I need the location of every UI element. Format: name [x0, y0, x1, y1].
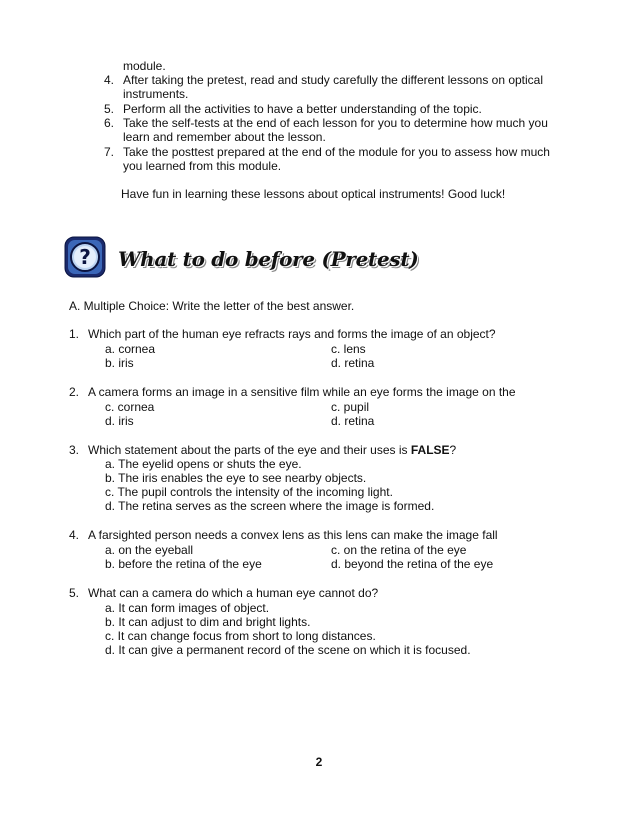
- question-2-option-a: c. cornea: [105, 400, 155, 414]
- intro-item-7-line2: you learned from this module.: [123, 159, 282, 173]
- question-4-option-b: b. before the retina of the eye: [105, 557, 262, 571]
- intro-module-line: module.: [123, 59, 166, 73]
- intro-closing: Have fun in learning these lessons about optical instruments! Good luck!: [121, 187, 506, 201]
- intro-item-4-number: 4.: [104, 73, 115, 87]
- question-5-option-c: c. It can change focus from short to long distances.: [105, 629, 376, 643]
- question-3-option-a: a. The eyelid opens or shuts the eye.: [105, 457, 302, 471]
- question-3-text-pre: Which statement about the parts of the eye and their uses is: [88, 443, 411, 457]
- question-5-text: What can a camera do which a human eye cannot do?: [88, 586, 379, 600]
- question-3-text-bold: FALSE: [410, 443, 450, 457]
- intro-item-5-number: 5.: [104, 102, 115, 116]
- question-5-number: 5.: [69, 586, 80, 600]
- section-title: What to do before (Pretest): [118, 247, 419, 271]
- question-5-option-a: a. It can form images of object.: [105, 601, 270, 615]
- question-1-option-c: c. lens: [331, 342, 366, 356]
- question-4-option-c: c. on the retina of the eye: [331, 543, 467, 557]
- intro-item-6-line2: learn and remember about the lesson.: [123, 130, 326, 144]
- question-1-option-b: b. iris: [105, 356, 134, 370]
- svg-text:?: ?: [79, 245, 91, 269]
- question-2-option-d: d. retina: [331, 414, 375, 428]
- question-2-option-b: d. iris: [105, 414, 134, 428]
- question-4-option-d: d. beyond the retina of the eye: [331, 557, 494, 571]
- question-mark-icon: [64, 236, 106, 278]
- instructions: A. Multiple Choice: Write the letter of the best answer.: [69, 299, 355, 313]
- intro-item-5-line1: Perform all the activities to have a better understanding of the topic.: [123, 102, 482, 116]
- question-3-text-post: ?: [449, 443, 457, 457]
- question-5-option-b: b. It can adjust to dim and bright lights.: [105, 615, 311, 629]
- question-3-number: 3.: [69, 443, 80, 457]
- question-3-text: [88, 443, 456, 457]
- question-4-option-a: a. on the eyeball: [105, 543, 194, 557]
- question-2-number: 2.: [69, 385, 80, 399]
- question-3-option-c: c. The pupil controls the intensity of the incoming light.: [105, 485, 393, 499]
- question-3-option-b: b. The iris enables the eye to see nearby objects.: [105, 471, 367, 485]
- page-number: 2: [315, 755, 323, 769]
- intro-item-4-line1: After taking the pretest, read and study carefully the different lessons on optical: [123, 73, 544, 87]
- intro-item-7-number: 7.: [104, 145, 115, 159]
- intro-item-6-line1: Take the self-tests at the end of each lesson for you to determine how much you: [123, 116, 548, 130]
- question-2-text: A camera forms an image in a sensitive film while an eye forms the image on the: [88, 385, 516, 399]
- question-4-text: A farsighted person needs a convex lens as this lens can make the image fall: [88, 528, 498, 542]
- intro-item-4-line2: instruments.: [123, 87, 189, 101]
- intro-item-6-number: 6.: [104, 116, 115, 130]
- question-1-text: Which part of the human eye refracts rays and forms the image of an object?: [88, 327, 496, 341]
- intro-item-7-line1: Take the posttest prepared at the end of the module for you to assess how much: [123, 145, 550, 159]
- question-2-option-c: c. pupil: [331, 400, 370, 414]
- question-1-option-a: a. cornea: [105, 342, 156, 356]
- question-1-option-d: d. retina: [331, 356, 375, 370]
- question-5-option-d: d. It can give a permanent record of the scene on which it is focused.: [105, 643, 471, 657]
- question-3-option-d: d. The retina serves as the screen where the image is formed.: [105, 499, 435, 513]
- question-1-number: 1.: [69, 327, 80, 341]
- question-4-number: 4.: [69, 528, 80, 542]
